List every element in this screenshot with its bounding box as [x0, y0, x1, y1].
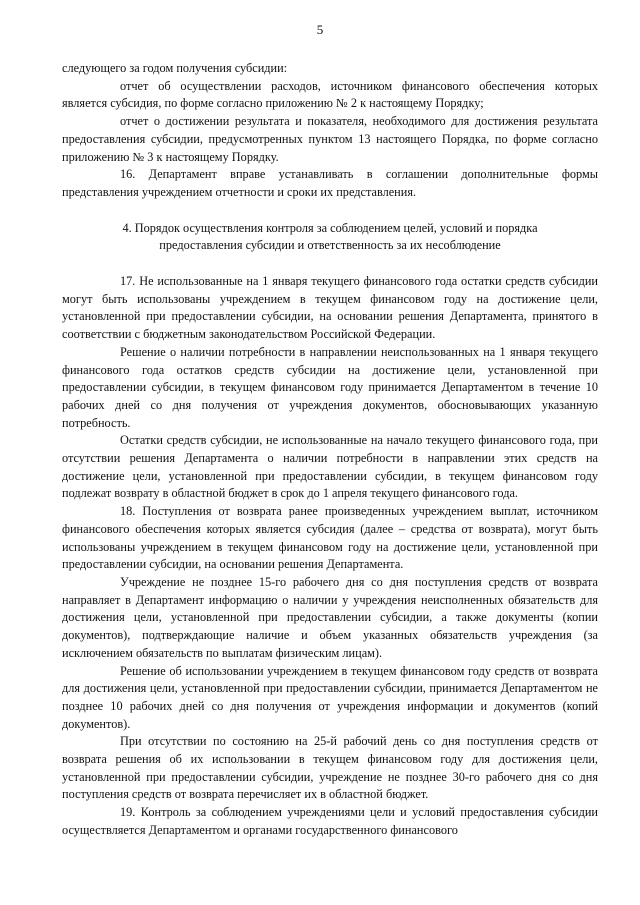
paragraph: Решение об использовании учреждением в текущем финансовом году средств от возврата для достижения цели, установленной при предоставлении субсидии, принимается Департаментом не позднее 10 рабочих дней со дня получения от учреждения информации и документов (копий документов). [62, 663, 598, 731]
section-heading: 4. Порядок осуществления контроля за соблюдением целей, условий и порядка предоставления субсидии и ответственность за их несоблюдение [122, 220, 538, 253]
paragraph: Остатки средств субсидии, не использованные на начало текущего финансового года, при отсутствии решения Департамента о наличии потребности в направлении этих средств на достижение цели, установленной при предоставлении субсидии, в текущем финансовом году подлежат возврату в областной бюджет в срок до 1 апреля текущего финансового года. [62, 433, 598, 501]
document-body [62, 60, 598, 840]
paragraph: отчет о достижении результата и показателя, необходимого для достижения результата предоставления субсидии, предусмотренных пунктом 13 настоящего Порядка, по форме согласно приложению № 3 к настоящему Порядку. [62, 114, 598, 164]
paragraph: При отсутствии по состоянию на 25-й рабочий день со дня поступления средств от возврата решения об их использовании в текущем финансовом году для достижения цели, установленной при предоставлении субсидии, учреждение не позднее 30-го рабочего дня со дня поступления средств от возврата перечисляет их в областной бюджет. [62, 734, 598, 802]
paragraph: отчет об осуществлении расходов, источником финансового обеспечения которых является субсидия, по форме согласно приложению № 2 к настоящему Порядку; [62, 78, 598, 111]
paragraph: 17. Не использованные на 1 января текущего финансового года остатки средств субсидии могут быть использованы учреждением в текущем финансовом году на достижение цели, установленной при предоставлении субсидии, на основании решения Департамента, принятого в соответствии с бюджетным законодательством Российской Федерации. [62, 274, 598, 342]
page-number: 5 [316, 22, 324, 37]
paragraph: 18. Поступления от возврата ранее произведенных учреждением выплат, источником финансового обеспечения которых является субсидия (далее – средства от возврата), могут быть использованы учреждением в текущем финансовом году на достижение цели, установленной при предоставлении субсидии, на основании решения Департамента. [62, 504, 598, 572]
paragraph: 19. Контроль за соблюдением учреждениями цели и условий предоставления субсидии осуществляется Департаментом и органами государственного финансового [62, 805, 598, 837]
paragraph: 16. Департамент вправе устанавливать в соглашении дополнительные формы представления учреждением отчетности и сроки их представления. [62, 167, 598, 199]
paragraph: Учреждение не позднее 15-го рабочего дня со дня поступления средств от возврата направляет в Департамент информацию о наличии у учреждения неисполненных обязательств для достижения цели, установленной при предоставлении субсидии, а также документы (копии документов), подтверждающие наличие и объем указанных обязательств учреждения (за исключением обязательств по выплатам физическим лицам). [62, 574, 598, 660]
paragraph: Решение о наличии потребности в направлении неиспользованных на 1 января текущего финансового года остатков средств субсидии на достижение цели, установленной при предоставлении субсидии, в текущем финансовом году принимается Департаментом в течение 10 рабочих дней со дня получения от учреждения документов, обосновывающих указанную потребность. [62, 344, 598, 430]
paragraph: следующего за годом получения субсидии: [62, 61, 288, 75]
